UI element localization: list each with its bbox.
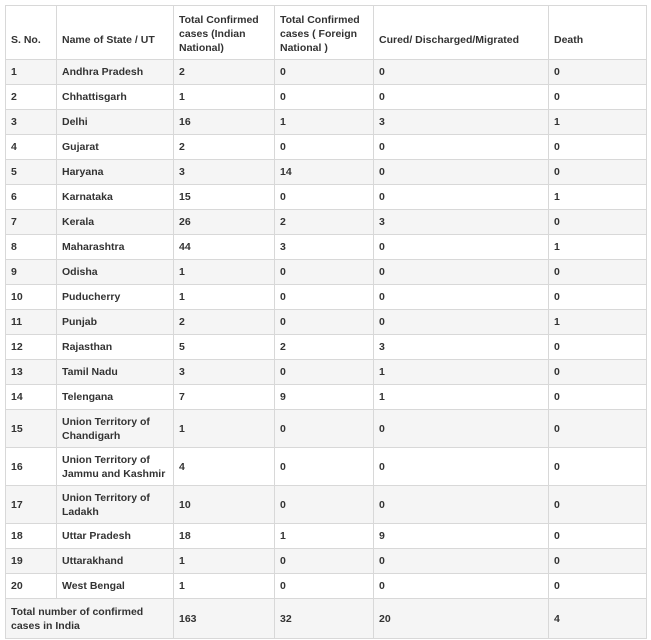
header-sno: S. No.: [6, 6, 57, 60]
cell-state-name: Union Territory of Ladakh: [57, 486, 174, 524]
cell-death: 0: [549, 486, 647, 524]
table-row: [6, 486, 647, 524]
cell-death: 1: [549, 110, 647, 135]
cell-sno: 6: [6, 185, 57, 210]
cell-foreign-cases: 1: [275, 524, 374, 549]
table-row: [6, 235, 647, 260]
cell-state-name: Maharashtra: [57, 235, 174, 260]
total-indian: 163: [174, 599, 275, 639]
table-row: [6, 160, 647, 185]
total-row: [6, 599, 647, 639]
cell-state-name: Haryana: [57, 160, 174, 185]
cell-indian-cases: 1: [174, 410, 275, 448]
cell-cured: 0: [374, 135, 549, 160]
cell-cured: 0: [374, 448, 549, 486]
total-foreign: 32: [275, 599, 374, 639]
cell-death: 0: [549, 135, 647, 160]
cell-indian-cases: 18: [174, 524, 275, 549]
cell-indian-cases: 2: [174, 310, 275, 335]
cell-cured: 0: [374, 235, 549, 260]
cell-death: 0: [549, 85, 647, 110]
cell-state-name: Union Territory of Jammu and Kashmir: [57, 448, 174, 486]
cell-foreign-cases: 0: [275, 486, 374, 524]
cell-sno: 20: [6, 574, 57, 599]
cell-foreign-cases: 0: [275, 410, 374, 448]
table-row: [6, 360, 647, 385]
table-row: [6, 385, 647, 410]
cell-foreign-cases: 0: [275, 85, 374, 110]
cell-cured: 3: [374, 210, 549, 235]
cell-foreign-cases: 9: [275, 385, 374, 410]
header-indian-cases: Total Confirmed cases (Indian National): [174, 6, 275, 60]
cell-cured: 0: [374, 574, 549, 599]
cell-cured: 1: [374, 360, 549, 385]
cell-state-name: Chhattisgarh: [57, 85, 174, 110]
cell-foreign-cases: 0: [275, 310, 374, 335]
cell-death: 0: [549, 549, 647, 574]
table-row: [6, 60, 647, 85]
cell-sno: 5: [6, 160, 57, 185]
cell-state-name: Punjab: [57, 310, 174, 335]
cell-death: 0: [549, 335, 647, 360]
cell-state-name: West Bengal: [57, 574, 174, 599]
covid-cases-table: [5, 5, 647, 639]
cell-foreign-cases: 0: [275, 285, 374, 310]
table-body: [6, 60, 647, 599]
cell-indian-cases: 4: [174, 448, 275, 486]
header-cured: Cured/ Discharged/Migrated: [374, 6, 549, 60]
table-row: [6, 285, 647, 310]
cell-state-name: Odisha: [57, 260, 174, 285]
cell-foreign-cases: 0: [275, 360, 374, 385]
cell-indian-cases: 10: [174, 486, 275, 524]
cell-state-name: Kerala: [57, 210, 174, 235]
cell-sno: 2: [6, 85, 57, 110]
table-row: [6, 135, 647, 160]
cell-cured: 3: [374, 335, 549, 360]
cell-state-name: Puducherry: [57, 285, 174, 310]
cell-cured: 0: [374, 486, 549, 524]
cell-sno: 19: [6, 549, 57, 574]
cell-sno: 3: [6, 110, 57, 135]
cell-cured: 0: [374, 85, 549, 110]
cell-sno: 4: [6, 135, 57, 160]
table-row: [6, 310, 647, 335]
cell-foreign-cases: 0: [275, 60, 374, 85]
cell-indian-cases: 44: [174, 235, 275, 260]
cell-indian-cases: 1: [174, 574, 275, 599]
table-row: [6, 549, 647, 574]
cell-state-name: Tamil Nadu: [57, 360, 174, 385]
cell-cured: 3: [374, 110, 549, 135]
table-row: [6, 574, 647, 599]
cell-sno: 15: [6, 410, 57, 448]
total-cured: 20: [374, 599, 549, 639]
cell-sno: 11: [6, 310, 57, 335]
cell-state-name: Delhi: [57, 110, 174, 135]
cell-death: 0: [549, 410, 647, 448]
table-row: [6, 335, 647, 360]
cell-indian-cases: 7: [174, 385, 275, 410]
cell-state-name: Gujarat: [57, 135, 174, 160]
table-header-row: [6, 6, 647, 60]
cell-death: 0: [549, 574, 647, 599]
cell-death: 0: [549, 210, 647, 235]
cell-foreign-cases: 0: [275, 135, 374, 160]
cell-indian-cases: 15: [174, 185, 275, 210]
cell-indian-cases: 26: [174, 210, 275, 235]
cell-state-name: Uttar Pradesh: [57, 524, 174, 549]
cell-state-name: Union Territory of Chandigarh: [57, 410, 174, 448]
cell-sno: 16: [6, 448, 57, 486]
cell-cured: 0: [374, 260, 549, 285]
cell-cured: 0: [374, 185, 549, 210]
cell-foreign-cases: 14: [275, 160, 374, 185]
cell-cured: 1: [374, 385, 549, 410]
cell-foreign-cases: 0: [275, 574, 374, 599]
cell-sno: 12: [6, 335, 57, 360]
header-death: Death: [549, 6, 647, 60]
cell-foreign-cases: 0: [275, 549, 374, 574]
cell-indian-cases: 1: [174, 549, 275, 574]
total-label: Total number of confirmed cases in India: [6, 599, 174, 639]
cell-sno: 9: [6, 260, 57, 285]
header-foreign-cases: Total Confirmed cases ( Foreign National ): [275, 6, 374, 60]
cell-death: 1: [549, 310, 647, 335]
table-row: [6, 410, 647, 448]
cell-indian-cases: 3: [174, 360, 275, 385]
cell-indian-cases: 5: [174, 335, 275, 360]
cell-foreign-cases: 0: [275, 448, 374, 486]
cell-death: 0: [549, 260, 647, 285]
cell-cured: 0: [374, 285, 549, 310]
cell-sno: 17: [6, 486, 57, 524]
cell-sno: 8: [6, 235, 57, 260]
table-row: [6, 448, 647, 486]
cell-death: 0: [549, 448, 647, 486]
cell-cured: 0: [374, 60, 549, 85]
header-state-name: Name of State / UT: [57, 6, 174, 60]
cell-cured: 0: [374, 410, 549, 448]
cell-foreign-cases: 0: [275, 260, 374, 285]
cell-state-name: Andhra Pradesh: [57, 60, 174, 85]
cell-death: 0: [549, 160, 647, 185]
cell-indian-cases: 16: [174, 110, 275, 135]
cell-sno: 7: [6, 210, 57, 235]
cell-sno: 14: [6, 385, 57, 410]
table-row: [6, 185, 647, 210]
total-death: 4: [549, 599, 647, 639]
cell-death: 1: [549, 185, 647, 210]
table-row: [6, 524, 647, 549]
table-row: [6, 110, 647, 135]
cell-cured: 9: [374, 524, 549, 549]
cell-foreign-cases: 2: [275, 210, 374, 235]
cell-sno: 10: [6, 285, 57, 310]
cell-state-name: Telengana: [57, 385, 174, 410]
cell-indian-cases: 3: [174, 160, 275, 185]
cell-indian-cases: 1: [174, 85, 275, 110]
table-row: [6, 260, 647, 285]
cell-foreign-cases: 1: [275, 110, 374, 135]
table-row: [6, 210, 647, 235]
cell-sno: 1: [6, 60, 57, 85]
cell-state-name: Rajasthan: [57, 335, 174, 360]
cell-foreign-cases: 0: [275, 185, 374, 210]
cell-death: 0: [549, 385, 647, 410]
cell-indian-cases: 1: [174, 285, 275, 310]
cell-death: 0: [549, 524, 647, 549]
cell-state-name: Karnataka: [57, 185, 174, 210]
cell-death: 0: [549, 360, 647, 385]
cell-foreign-cases: 2: [275, 335, 374, 360]
cell-indian-cases: 2: [174, 135, 275, 160]
cell-death: 1: [549, 235, 647, 260]
cell-indian-cases: 1: [174, 260, 275, 285]
cell-foreign-cases: 3: [275, 235, 374, 260]
cell-cured: 0: [374, 549, 549, 574]
cell-death: 0: [549, 60, 647, 85]
cell-cured: 0: [374, 310, 549, 335]
table-row: [6, 85, 647, 110]
cell-state-name: Uttarakhand: [57, 549, 174, 574]
cell-sno: 13: [6, 360, 57, 385]
cell-sno: 18: [6, 524, 57, 549]
cell-death: 0: [549, 285, 647, 310]
cell-indian-cases: 2: [174, 60, 275, 85]
cell-cured: 0: [374, 160, 549, 185]
